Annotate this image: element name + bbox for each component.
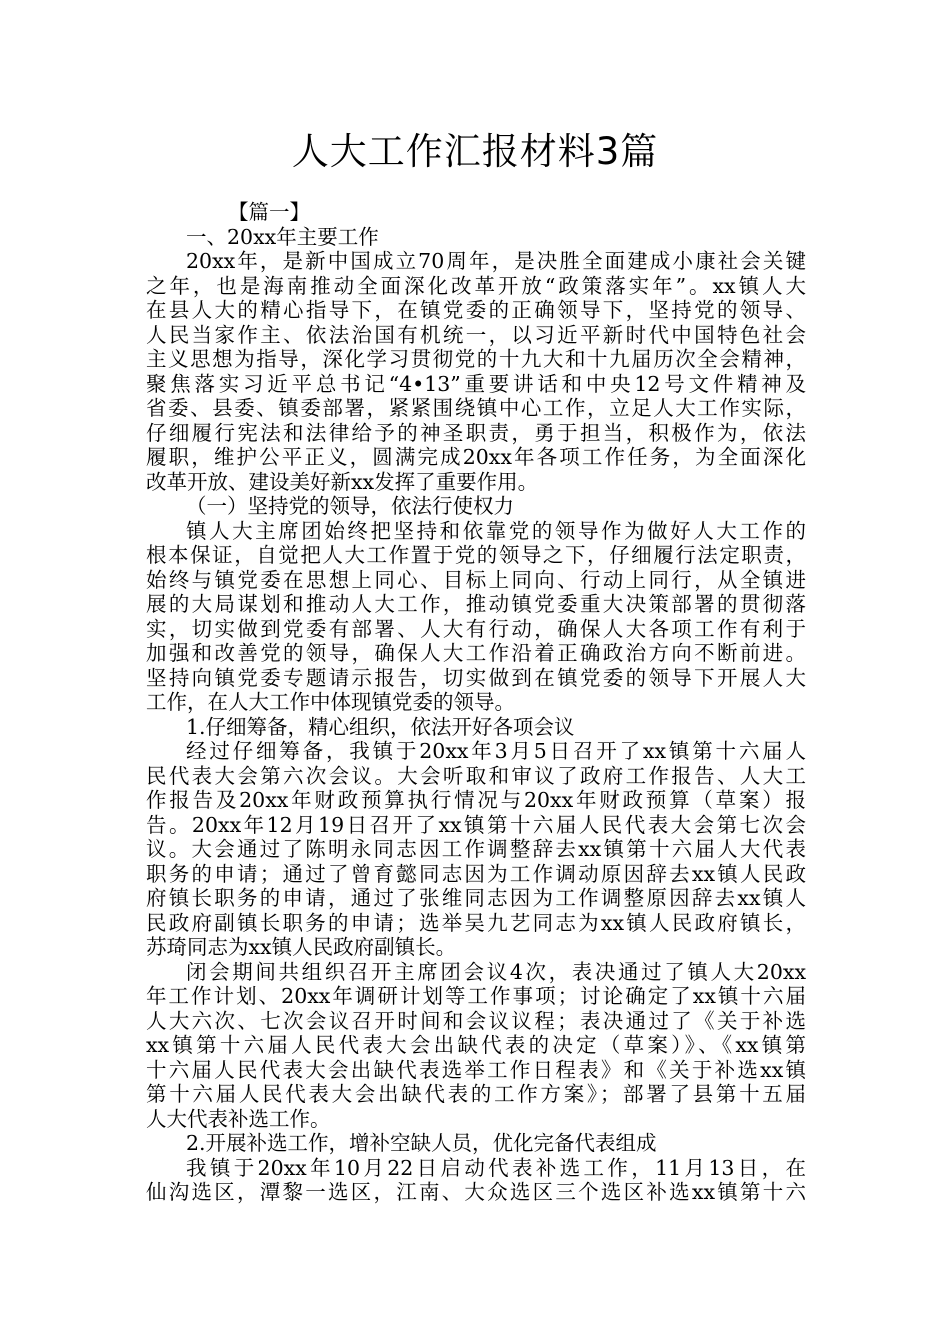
document-line: 始终与镇党委在思想上同心、目标上同向、行动上同行，从全镇进	[146, 567, 806, 592]
document-line: 加强和改善党的领导，确保人大工作沿着正确政治方向不断前进。	[146, 641, 806, 665]
document-line: 一、20xx年主要工作	[186, 224, 379, 249]
document-line: 1.仔细筹备，精心组织，依法开好各项会议	[186, 714, 575, 739]
document-line: 民政府副镇长职务的申请；选举吴九艺同志为xx镇人民政府镇长，	[146, 910, 806, 935]
document-line: 实，切实做到党委有部署、人大有行动，确保人大各项工作有利于	[146, 616, 806, 641]
document-line: 聚焦落实习近平总书记“4•13”重要讲话和中央12号文件精神及	[146, 371, 806, 396]
document-line: 年工作计划、20xx年调研计划等工作事项；讨论确定了xx镇十六届	[146, 984, 806, 1008]
document-line: 省委、县委、镇委部署，紧紧围绕镇中心工作，立足人大工作实际，	[146, 396, 806, 420]
document-line: 工作，在人大工作中体现镇党委的领导。	[146, 690, 515, 714]
document-line: 作报告及20xx年财政预算执行情况与20xx年财政预算（草案）报	[146, 788, 806, 812]
document-line: 闭会期间共组织召开主席团会议4次，表决通过了镇人大20xx	[186, 959, 806, 984]
document-title: 人大工作汇报材料3篇	[291, 130, 659, 173]
document-line: 人民当家作主、依法治国有机统一，以习近平新时代中国特色社会	[146, 322, 806, 347]
document-line: 告。20xx年12月19日召开了xx镇第十六届人民代表大会第七次会	[146, 812, 806, 837]
document-line: 人大六次、七次会议召开时间和会议议程；表决通过了《关于补选	[146, 1008, 806, 1033]
document-body	[146, 200, 806, 1205]
document-line: 十六届人民代表大会出缺代表选举工作日程表》和《关于补选xx镇	[146, 1057, 806, 1082]
document-line: 之年，也是海南推动全面深化改革开放“政策落实年”。xx镇人大	[146, 273, 806, 298]
document-line: 镇人大主席团始终把坚持和依靠党的领导作为做好人大工作的	[186, 518, 806, 543]
document-line: xx镇第十六届人民代表大会出缺代表的决定（草案）》、《xx镇第	[146, 1033, 806, 1057]
document-line: 履职，维护公平正义，圆满完成20xx年各项工作任务，为全面深化	[146, 445, 806, 469]
document-line: 仙沟选区，潭黎一选区，江南、大众选区三个选区补选xx镇第十六	[146, 1180, 806, 1204]
document-line: （一）坚持党的领导，依法行使权力	[186, 494, 514, 518]
document-line: 议。大会通过了陈明永同志因工作调整辞去xx镇第十六届人大代表	[146, 837, 806, 861]
document-line: 民代表大会第六次会议。大会听取和审议了政府工作报告、人大工	[146, 763, 806, 788]
document-line: 根本保证，自觉把人大工作置于党的领导之下，仔细履行法定职责，	[146, 543, 806, 567]
document-line: 【篇一】	[228, 200, 310, 224]
document-line: 2.开展补选工作，增补空缺人员，优化完备代表组成	[186, 1131, 657, 1155]
document-line: 主义思想为指导，深化学习贯彻党的十九大和十九届历次全会精神，	[146, 347, 806, 371]
document-line: 府镇长职务的申请，通过了张维同志因为工作调整原因辞去xx镇人	[146, 886, 806, 910]
document-line: 我镇于20xx年10月22日启动代表补选工作，11月13日，在	[186, 1155, 806, 1180]
document-line: 在县人大的精心指导下，在镇党委的正确领导下，坚持党的领导、	[146, 298, 806, 322]
document-line: 苏琦同志为xx镇人民政府副镇长。	[146, 935, 457, 959]
document-line: 坚持向镇党委专题请示报告，切实做到在镇党委的领导下开展人大	[146, 665, 806, 690]
document-line: 职务的申请；通过了曾育懿同志因为工作调动原因辞去xx镇人民政	[146, 861, 806, 886]
document-line: 经过仔细筹备，我镇于20xx年3月5日召开了xx镇第十六届人	[186, 739, 806, 763]
document-line: 第十六届人民代表大会出缺代表的工作方案》；部署了县第十五届	[146, 1082, 806, 1106]
document-line: 展的大局谋划和推动人大工作，推动镇党委重大决策部署的贯彻落	[146, 592, 806, 616]
document-line: 20xx年，是新中国成立70周年，是决胜全面建成小康社会关键	[186, 249, 806, 273]
document-line: 人大代表补选工作。	[146, 1106, 331, 1131]
document-line: 改革开放、建设美好新xx发挥了重要作用。	[146, 469, 539, 494]
document-line: 仔细履行宪法和法律给予的神圣职责，勇于担当，积极作为，依法	[146, 420, 806, 445]
